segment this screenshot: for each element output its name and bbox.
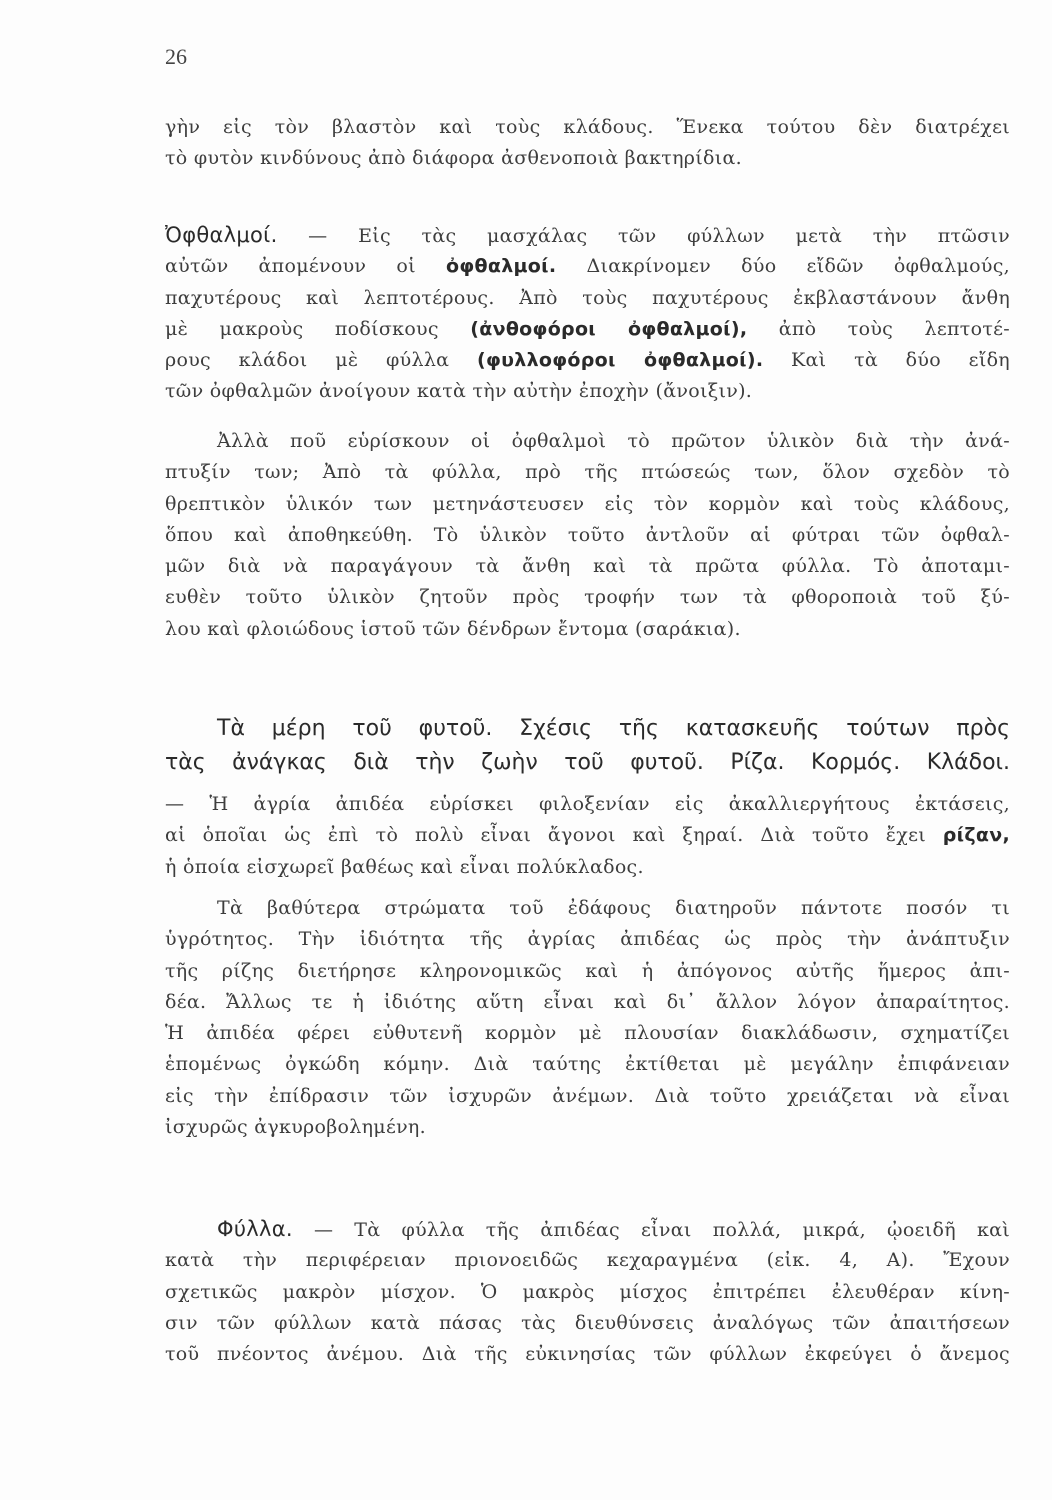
section-term: Φύλλα. bbox=[217, 1217, 293, 1241]
text-line: παχυτέρους καὶ λεπτοτέρους. Ἀπὸ τοὺς παχυτέρους ἐκβλαστάνουν ἄνθη bbox=[165, 286, 1010, 309]
text-line: ἡ ὁποία εἰσχωρεῖ βαθέως καὶ εἶναι πολύκλαδος. bbox=[165, 855, 644, 878]
text-line: κατὰ τὴν περιφέρειαν πριονοειδῶς κεχαραγμένα (εἰκ. 4, Α). Ἔχουν bbox=[165, 1249, 1010, 1272]
heading-line: Τὰ μέρη τοῦ φυτοῦ. Σχέσις τῆς κατασκευῆς τούτων πρὸς bbox=[217, 716, 1010, 741]
text-line: Ἡ ἀπιδέα φέρει εὐθυτενῆ κορμὸν μὲ πλουσίαν διακλάδωσιν, σχηματίζει bbox=[165, 1022, 1010, 1045]
text-line: τοῦ πνέοντος ἀνέμου. Διὰ τῆς εὐκινησίας τῶν φύλλων ἐκφεύγει ὁ ἄνεμος bbox=[165, 1343, 1010, 1366]
text-span: μὲ μακροὺς ποδίσκους bbox=[165, 317, 439, 340]
text-span: ρους κλάδοι μὲ φύλλα bbox=[165, 349, 450, 372]
bold-term: (φυλλοφόροι ὀφθαλμοί). bbox=[476, 349, 764, 372]
text-line: ὑγρότητος. Τὴν ἰδιότητα τῆς ἀγρίας ἀπιδέας ὡς πρὸς τὴν ἀνάπτυξιν bbox=[165, 928, 1010, 951]
bold-term: ὀφθαλμοί. bbox=[445, 255, 557, 278]
text-span: Καὶ τὰ δύο εἴδη bbox=[791, 349, 1010, 372]
text-line: εἰς τὴν ἐπίδρασιν τῶν ἰσχυρῶν ἀνέμων. Διὰ τοῦτο χρειάζεται νὰ εἶναι bbox=[165, 1084, 1010, 1107]
text-line bbox=[165, 220, 1010, 251]
text-line bbox=[165, 345, 1010, 376]
heading-line: τὰς ἀνάγκας διὰ τὴν ζωὴν τοῦ φυτοῦ. Ρίζα. Κορμός. Κλάδοι. bbox=[165, 750, 1010, 775]
text-line: μῶν διὰ νὰ παραγάγουν τὰ ἄνθη καὶ τὰ πρῶτα φύλλα. Τὸ ἀποταμι- bbox=[165, 555, 1010, 578]
text-line: τῆς ρίζης διετήρησε κληρονομικῶς καὶ ἡ ἀπόγονος αὐτῆς ἥμερος ἀπι- bbox=[165, 959, 1010, 982]
text-line: δέα. Ἄλλως τε ἡ ἰδιότης αὕτη εἶναι καὶ δι᾽ ἄλλον λόγον ἀπαραίτητος. bbox=[165, 990, 1010, 1013]
text-line: θρεπτικὸν ὑλικόν των μετηνάστευσεν εἰς τὸν κορμὸν καὶ τοὺς κλάδους, bbox=[165, 492, 1010, 515]
paragraph-continuation bbox=[165, 112, 1010, 175]
text-line bbox=[165, 251, 1010, 282]
text-span: αὐτῶν ἀπομένουν οἱ bbox=[165, 255, 416, 278]
bold-term: (ἀνθοφόροι ὀφθαλμοί), bbox=[470, 317, 748, 340]
text-line: σχετικῶς μακρὸν μίσχον. Ὁ μακρὸς μίσχος ἐπιτρέπει ἐλευθέραν κίνη- bbox=[165, 1280, 1010, 1303]
section-term: Ὀφθαλμοί. bbox=[165, 223, 278, 247]
paragraph-material bbox=[165, 426, 1010, 645]
text-line: ἑπομένως ὀγκώδη κόμην. Διὰ ταύτης ἐκτίθεται μὲ μεγάλην ἐπιφάνειαν bbox=[165, 1053, 1010, 1076]
text-line: λου καὶ φλοιώδους ἱστοῦ τῶν δένδρων ἔντομα (σαράκια). bbox=[165, 617, 741, 640]
text-span: αἱ ὁποῖαι ὡς ἐπὶ τὸ πολὺ εἶναι ἄγονοι καὶ ξηραί. Διὰ τοῦτο ἔχει bbox=[165, 824, 926, 847]
text-line: Ἀλλὰ ποῦ εὑρίσκουν οἱ ὀφθαλμοὶ τὸ πρῶτον ὑλικὸν διὰ τὴν ἀνά- bbox=[217, 430, 1010, 452]
text-line: σιν τῶν φύλλων κατὰ πάσας τὰς διευθύνσεις ἀναλόγως τῶν ἀπαιτήσεων bbox=[165, 1311, 1010, 1334]
paragraph-leaves bbox=[165, 1214, 1010, 1370]
text-line bbox=[165, 1214, 1010, 1245]
text-line bbox=[165, 314, 1010, 345]
bold-term: ρίζαν, bbox=[942, 824, 1010, 847]
text-span: Διακρίνομεν δύο εἴδῶν ὀφθαλμούς, bbox=[586, 255, 1010, 278]
text-line: τῶν ὀφθαλμῶν ἀνοίγουν κατὰ τὴν αὐτὴν ἐποχὴν (ἄνοιξιν). bbox=[165, 380, 753, 403]
text-line: πτυξίν των; Ἀπὸ τὰ φύλλα, πρὸ τῆς πτώσεώς των, ὅλον σχεδὸν τὸ bbox=[165, 461, 1010, 484]
text-line: τὸ φυτὸν κινδύνους ἀπὸ διάφορα ἀσθενοποιὰ βακτηρίδια. bbox=[165, 147, 742, 170]
text-line: Τὰ βαθύτερα στρώματα τοῦ ἐδάφους διατηροῦν πάντοτε ποσόν τι bbox=[217, 897, 1010, 919]
text-line: ἰσχυρῶς ἀγκυροβολημένη. bbox=[165, 1116, 426, 1139]
page-number: 26 bbox=[165, 44, 187, 69]
text-line: ευθὲν τοῦτο ὑλικὸν ζητοῦν πρὸς τροφήν των τὰ φθοροποιὰ τοῦ ξύ- bbox=[165, 586, 1010, 609]
text-span: ἀπὸ τοὺς λεπτοτέ- bbox=[778, 317, 1010, 340]
section-heading bbox=[165, 712, 1010, 780]
text-span: — Τὰ φύλλα τῆς ἀπιδέας εἶναι πολλά, μικρά, ᾠοειδῆ καὶ bbox=[313, 1219, 1010, 1241]
paragraph-eyes bbox=[165, 220, 1010, 408]
text-line: ὅπου καὶ ἀποθηκεύθη. Τὸ ὑλικὸν τοῦτο ἀντλοῦν αἱ φύτραι τῶν ὀφθαλ- bbox=[165, 523, 1010, 546]
text-span: — Εἰς τὰς μασχάλας τῶν φύλλων μετὰ τὴν πτῶσιν bbox=[308, 225, 1010, 247]
paragraph-root bbox=[165, 789, 1010, 883]
text-line bbox=[165, 820, 1010, 851]
paragraph-trunk bbox=[165, 893, 1010, 1143]
text-line: — Ἡ ἀγρία ἀπιδέα εὑρίσκει φιλοξενίαν εἰς ἀκαλλιεργήτους ἐκτάσεις, bbox=[165, 793, 1010, 815]
text-line: γὴν εἰς τὸν βλαστὸν καὶ τοὺς κλάδους. Ἕνεκα τούτου δὲν διατρέχει bbox=[165, 116, 1010, 138]
